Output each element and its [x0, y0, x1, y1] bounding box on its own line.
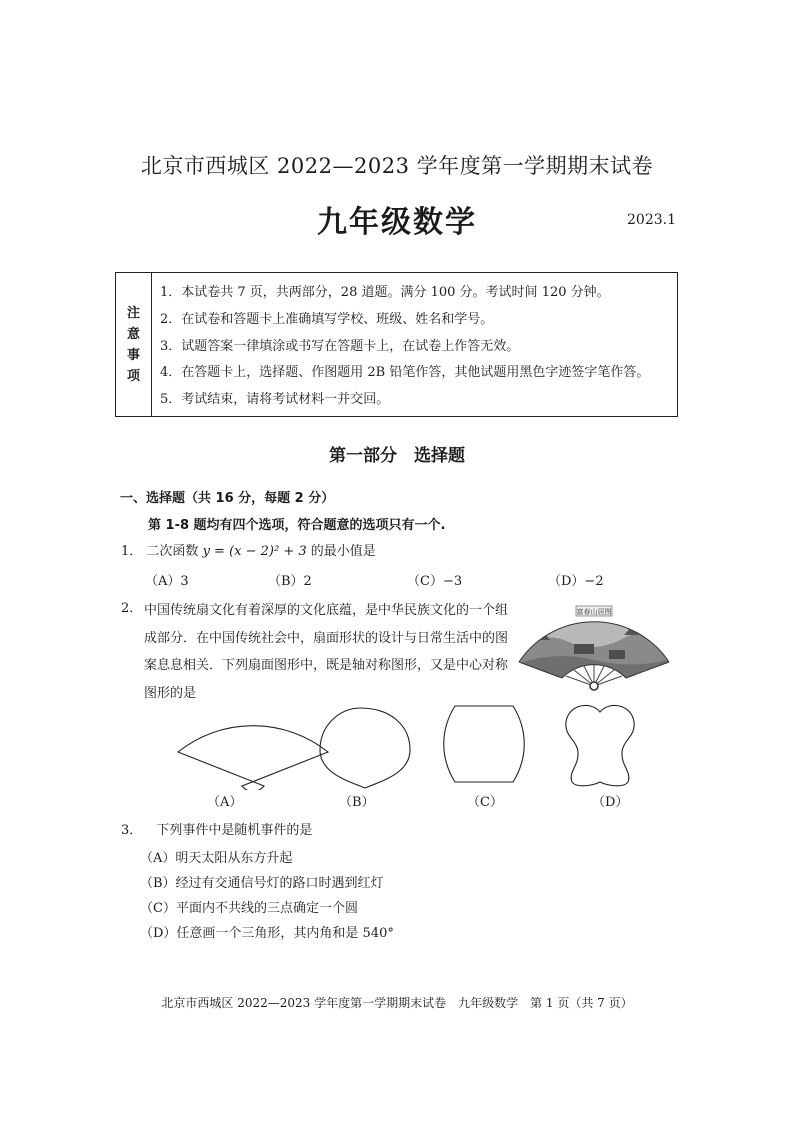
formula: y = (x − 2)² + 3	[202, 544, 307, 559]
q1-option-b: （B）2	[268, 574, 312, 589]
question-stem: 中国传统扇文化有着深厚的文化底蕴，是中华民族文化的一个组成部分．在中国传统社会中，扇面形状的设计与日常生活中的图案息息相关．下列扇面图形中，既是轴对称图形，又是中心对称图形的是	[144, 603, 509, 701]
notice-label-char: 项	[126, 368, 140, 384]
q1-option-d: （D）−2	[548, 574, 604, 589]
notice-item: 4．在答题卡上，选择题、作图题用 2B 铅笔作答，其他试题用黑色字迹签字笔作答。	[160, 365, 650, 381]
question-number: 3．	[121, 823, 143, 838]
q1-option-c: （C）−3	[407, 574, 463, 589]
question-number: 2．	[121, 601, 143, 616]
part-instruction: 第 1-8 题均有四个选项，符合题意的选项只有一个.	[148, 518, 446, 533]
exam-date: 2023.1	[627, 212, 676, 228]
shape-b-rounded	[320, 708, 410, 788]
q3-option-c: （C）平面内不共线的三点确定一个圆	[140, 901, 358, 916]
notice-label-char: 事	[126, 347, 140, 363]
part-heading: 一、选择题（共 16 分，每题 2 分）	[120, 491, 335, 506]
fan-painting-image	[514, 600, 674, 692]
page-footer: 北京市西城区 2022—2023 学年度第一学期期末试卷 九年级数学 第 1 页（共 7 页）	[161, 996, 633, 1010]
shape-c-barrel	[444, 706, 525, 782]
q2-option-c: （C）	[467, 795, 503, 810]
question-1	[121, 540, 376, 559]
notice-item: 3．试题答案一律填涂或书写在答题卡上，在试卷上作答无效。	[160, 338, 520, 354]
q2-option-a: （A）	[207, 795, 243, 810]
q3-option-d: （D）任意画一个三角形，其内角和是 540°	[140, 926, 394, 941]
question-3	[121, 819, 312, 838]
shape-a-sector	[178, 726, 328, 790]
q2-option-b: （B）	[339, 795, 375, 810]
subject-title: 九年级数学	[317, 205, 477, 240]
notice-label-char: 注	[126, 305, 140, 321]
shape-d-gourd	[566, 705, 634, 785]
notice-box	[115, 272, 678, 417]
exam-title: 北京市西城区 2022—2023 学年度第一学期期末试卷	[140, 154, 654, 178]
question-number: 1．	[121, 544, 143, 559]
notice-item: 2．在试卷和答题卡上准确填写学校、班级、姓名和学号。	[160, 311, 494, 327]
notice-label-char: 意	[126, 326, 140, 342]
fan-shapes-figure	[160, 700, 640, 790]
question-stem: 下列事件中是随机事件的是	[156, 823, 313, 838]
q1-option-a: （A）3	[145, 574, 189, 589]
notice-item: 1．本试卷共 7 页，共两部分，28 道题。满分 100 分。考试时间 120 分钟。	[160, 285, 610, 300]
notice-label	[116, 273, 152, 416]
section-title: 第一部分 选择题	[329, 446, 465, 466]
notice-list	[160, 280, 649, 414]
notice-item: 5．考试结束，请将考试材料一并交回。	[160, 392, 390, 408]
q3-option-a: （A）明天太阳从东方升起	[140, 851, 293, 866]
fan-caption: 富春山居图	[576, 608, 612, 616]
q2-option-d: （D）	[592, 795, 629, 810]
question-stem: 的最小值是	[310, 544, 376, 559]
question-stem: 二次函数	[146, 544, 199, 559]
q3-option-b: （B）经过有交通信号灯的路口时遇到红灯	[140, 876, 384, 891]
